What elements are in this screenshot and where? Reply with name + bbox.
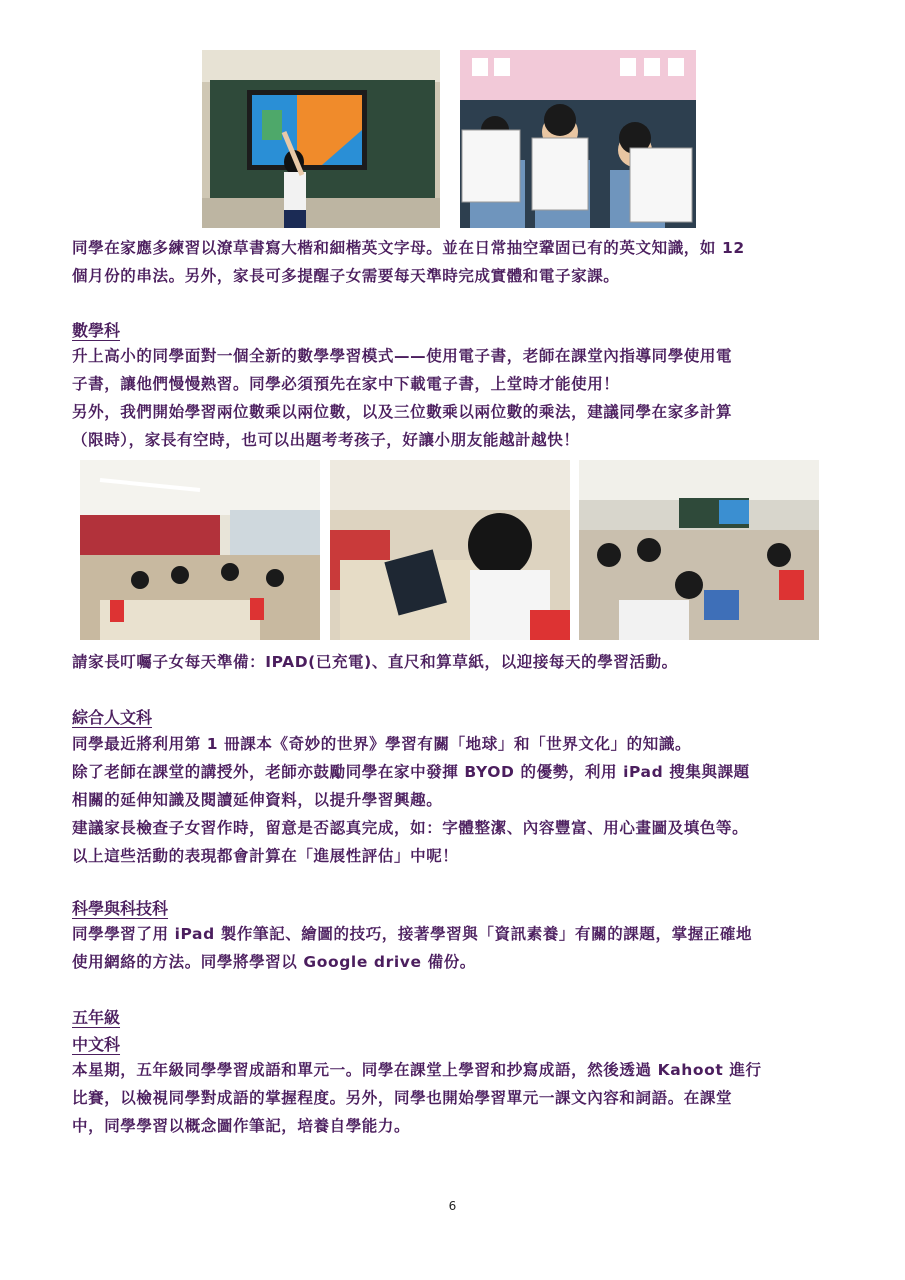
text-line: 建議家長檢查子女習作時，留意是否認真完成，如：字體整潔、內容豐富、用心畫圖及填色等。 — [72, 819, 749, 837]
text-line: 另外，我們開始學習兩位數乘以兩位數，以及三位數乘以兩位數的乘法，建議同學在家多計算 — [72, 403, 733, 421]
math-heading: 數學科 — [72, 321, 121, 340]
grade5-chinese-paragraph — [72, 1056, 832, 1140]
grade5-chinese-heading: 中文科 — [72, 1035, 121, 1054]
english-paragraph — [72, 234, 832, 290]
text-line: 升上高小的同學面對一個全新的數學學習模式——使用電子書，老師在課堂內指導同學使用電 — [72, 347, 733, 365]
math-paragraph — [72, 342, 832, 454]
humanities-heading: 綜合人文科 — [72, 708, 153, 727]
text-line: （限時），家長有空時，也可以出題考考孩子，好讓小朋友能越計越快！ — [72, 431, 580, 449]
science-paragraph — [72, 920, 832, 976]
text-line: 中，同學學習以概念圖作筆記，培養自學能力。 — [72, 1117, 411, 1135]
text-line: 比賽，以檢視同學對成語的掌握程度。另外，同學也開始學習單元一課文內容和詞語。在課堂 — [72, 1089, 733, 1107]
text-line: 本星期，五年級同學學習成語和單元一。同學在課堂上學習和抄寫成語，然後透過 Kahoot 進行 — [72, 1061, 762, 1079]
photo-smartboard-student — [202, 50, 440, 228]
text-line: 除了老師在課堂的講授外，老師亦鼓勵同學在家中發揮 BYOD 的優勢，利用 iPad 搜集與課題 — [72, 763, 750, 781]
text-line: 以上這些活動的表現都會計算在「進展性評估」中呢！ — [72, 847, 459, 865]
photo-classroom-wide — [80, 460, 320, 640]
text-line: 使用網絡的方法。同學將學習以 Google drive 備份。 — [72, 953, 476, 971]
text-line: 請家長叮囑子女每天準備：IPAD(已充電)、直尺和算草紙，以迎接每天的學習活動。 — [72, 653, 678, 671]
text-line: 同學最近將利用第 1 冊課本《奇妙的世界》學習有關「地球」和「世界文化」的知識。 — [72, 735, 692, 753]
grade5-heading: 五年級 — [72, 1008, 121, 1027]
text-line: 同學學習了用 iPad 製作筆記、繪圖的技巧，接著學習與「資訊素養」有關的課題，掌握正確地 — [72, 925, 753, 943]
photo-student-with-ipad — [330, 460, 570, 640]
page-number: 6 — [448, 1199, 457, 1213]
text-line: 個月份的串法。另外，家長可多提醒子女需要每天準時完成實體和電子家課。 — [72, 267, 620, 285]
photo-class-using-ipads — [579, 460, 819, 640]
text-line: 子書，讓他們慢慢熟習。同學必須預先在家中下載電子書，上堂時才能使用！ — [72, 375, 620, 393]
math-reminder — [72, 648, 832, 676]
photo-students-holding-worksheets — [460, 50, 696, 228]
humanities-paragraph — [72, 730, 832, 870]
text-line: 同學在家應多練習以潦草書寫大楷和細楷英文字母。並在日常抽空鞏固已有的英文知識，如 12 — [72, 239, 745, 257]
text-line: 相關的延伸知識及閱讀延伸資料，以提升學習興趣。 — [72, 791, 443, 809]
science-heading: 科學與科技科 — [72, 899, 169, 918]
